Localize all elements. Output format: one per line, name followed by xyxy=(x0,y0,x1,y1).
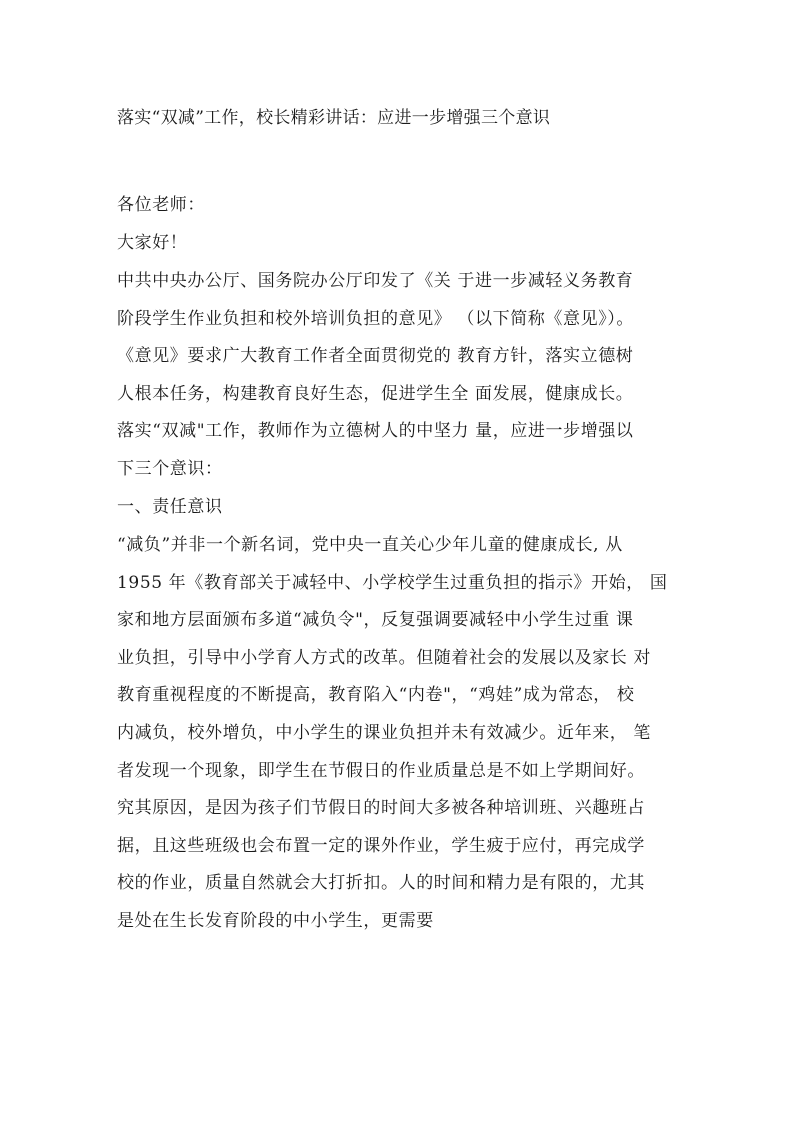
greeting: 大家好！ xyxy=(117,233,188,253)
body-line: 内减负，校外增负，中小学生的课业负担并未有效减少。近年来， 笔 xyxy=(117,723,652,743)
body-line: 下三个意识： xyxy=(117,459,223,479)
body-line: 究其原因，是因为孩子们节假日的时间大多被各种培训班、兴趣班占 xyxy=(117,798,645,818)
body-line: “减负”并非一个新名词，党中央一直关心少年儿童的健康成长, 从 xyxy=(117,535,623,555)
body-line: 人根本任务，构建教育良好生态，促进学生全 面发展，健康成长。 xyxy=(117,384,634,404)
body-line: 落实“双减"工作，教师作为立德树人的中坚力 量，应进一步增强以 xyxy=(117,421,634,441)
body-line: 教育重视程度的不断提高，教育陷入“内卷"，“鸡娃”成为常态， 校 xyxy=(117,685,635,705)
body-line: 校的作业，质量自然就会大打折扣。人的时间和精力是有限的，尤其 xyxy=(117,873,645,893)
section-heading: 一、责任意识 xyxy=(117,497,223,517)
body-line: 中共中央办公厅、国务院办公厅印发了《关 于进一步减轻义务教育 xyxy=(117,271,634,291)
body-line: 者发现一个现象，即学生在节假日的作业质量总是不如上学期间好。 xyxy=(117,761,645,781)
body-line: 是处在生长发育阶段的中小学生，更需要 xyxy=(117,911,434,931)
body-line: 据，且这些班级也会布置一定的课外作业，学生疲于应付，再完成学 xyxy=(117,836,645,856)
body-line: 阶段学生作业负担和校外培训负担的意见》 （以下简称《意见》）。 xyxy=(117,309,635,329)
body-line: 家和地方层面颁布多道“减负令"，反复强调要减轻中小学生过重 课 xyxy=(117,610,634,630)
document-title: 落实“双减”工作，校长精彩讲话：应进一步增强三个意识 xyxy=(117,108,551,128)
body-line: 业负担，引导中小学育人方式的改革。但随着社会的发展以及家长 对 xyxy=(117,648,652,668)
body-line: 1955 年《教育部关于减轻中、小学校学生过重负担的指示》开始， 国 xyxy=(117,573,668,593)
body-line: 《意见》要求广大教育工作者全面贯彻党的 教育方针，落实立德树 xyxy=(117,346,634,366)
salutation: 各位老师： xyxy=(117,195,205,215)
